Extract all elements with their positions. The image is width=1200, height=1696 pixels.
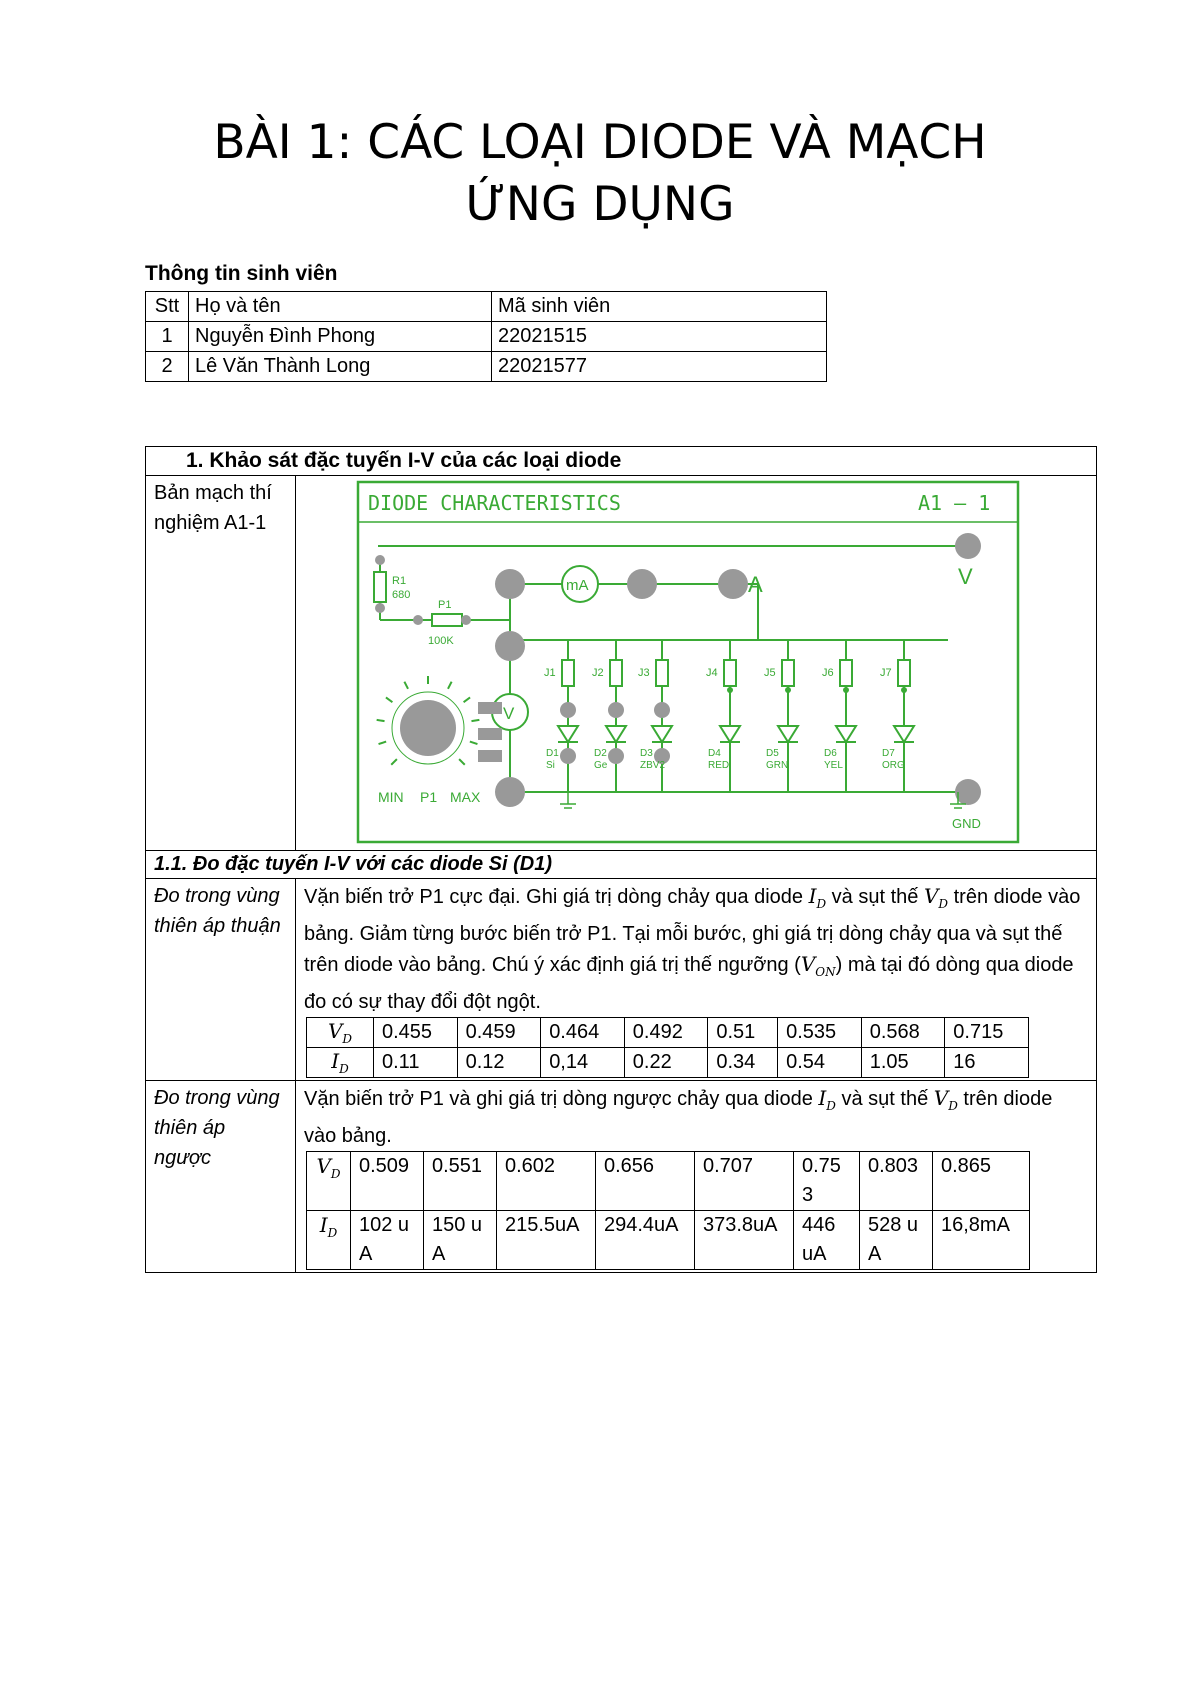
jumper-label: J2 bbox=[592, 667, 604, 679]
jumper-label: J1 bbox=[544, 667, 556, 679]
dial-tick bbox=[377, 720, 385, 721]
diode-type-label: GRN bbox=[766, 760, 789, 771]
diode-name-label: D6 bbox=[824, 748, 837, 759]
connection-pad bbox=[627, 569, 657, 599]
dial-tick bbox=[386, 697, 392, 702]
student-table bbox=[145, 291, 827, 382]
jumper-6 bbox=[840, 660, 852, 686]
dial-tick bbox=[470, 742, 478, 744]
row-stt: 1 bbox=[146, 322, 189, 352]
diode-name-label: D7 bbox=[882, 748, 895, 759]
voltmeter-label: V bbox=[503, 704, 515, 723]
diode-name-label: D3 bbox=[640, 748, 653, 759]
jumper-label: J5 bbox=[764, 667, 776, 679]
p1-dial-knob bbox=[400, 700, 456, 756]
diode-pad bbox=[608, 702, 624, 718]
ma-meter-label: mA bbox=[566, 577, 589, 594]
id-cell: 150 uA bbox=[424, 1211, 497, 1270]
header-student-id: Mã sinh viên bbox=[492, 292, 827, 322]
reverse-instructions: Vặn biến trở P1 và ghi giá trị dòng ngược chảy qua diode $I_D$ và sụt thế $V_D$ trên diode vào bảng. bbox=[304, 1086, 1053, 1147]
jumper-2 bbox=[610, 660, 622, 686]
meter-pad bbox=[478, 750, 502, 762]
dial-tick bbox=[379, 742, 387, 744]
id-cell: 215.5uA bbox=[497, 1211, 596, 1270]
id-cell: 0.12 bbox=[457, 1048, 541, 1078]
p1-value: 100K bbox=[428, 635, 454, 647]
jumper-4 bbox=[724, 660, 736, 686]
a-label: A bbox=[748, 572, 763, 597]
vd-row bbox=[307, 1018, 1029, 1048]
board-title: DIODE CHARACTERISTICS bbox=[368, 491, 621, 515]
meter-pad bbox=[478, 702, 502, 714]
vd-cell: 0.803 bbox=[860, 1152, 933, 1211]
v-top-label: V bbox=[958, 564, 973, 589]
table-row bbox=[146, 352, 827, 382]
diode-type-label: ZBV2 bbox=[640, 760, 666, 771]
connection-pad bbox=[495, 569, 525, 599]
id-cell: 0.11 bbox=[374, 1048, 458, 1078]
diode-name-label: D2 bbox=[594, 748, 607, 759]
header-name: Họ và tên bbox=[189, 292, 492, 322]
r1-resistor bbox=[374, 572, 386, 602]
r1-label: R1 bbox=[392, 575, 407, 587]
dial-tick bbox=[391, 759, 397, 765]
id-cell: 528 uA bbox=[860, 1211, 933, 1270]
diode-pad bbox=[654, 702, 670, 718]
diode-name-label: D1 bbox=[546, 748, 559, 759]
r1-value: 680 bbox=[392, 589, 411, 601]
diode-node bbox=[843, 687, 849, 693]
vd-cell: 0.551 bbox=[424, 1152, 497, 1211]
row-student-id: 22021515 bbox=[492, 322, 827, 352]
row-stt: 2 bbox=[146, 352, 189, 382]
board-code: A1 – 1 bbox=[918, 491, 991, 515]
symbol-id: $I_D$ bbox=[808, 884, 827, 911]
jumper-label: J6 bbox=[822, 667, 834, 679]
id-symbol: $I_D$ bbox=[307, 1048, 374, 1078]
symbol-vd: $V_D$ bbox=[933, 1086, 958, 1113]
table-row bbox=[146, 322, 827, 352]
vd-row bbox=[307, 1152, 1030, 1211]
dial-tick bbox=[471, 720, 479, 721]
dial-tick bbox=[448, 682, 452, 689]
p1-resistor bbox=[432, 614, 462, 626]
terminal-dot bbox=[461, 615, 471, 625]
vd-symbol: $V_D$ bbox=[307, 1018, 374, 1048]
id-cell: 0.34 bbox=[708, 1048, 778, 1078]
circuit-board-diagram bbox=[296, 480, 1096, 844]
vd-symbol: $V_D$ bbox=[307, 1152, 351, 1211]
student-info-heading: Thông tin sinh viên bbox=[145, 262, 338, 285]
id-symbol: $I_D$ bbox=[307, 1211, 351, 1270]
jumper-3 bbox=[656, 660, 668, 686]
diode-type-label: Ge bbox=[594, 760, 608, 771]
vd-cell: 0.707 bbox=[695, 1152, 794, 1211]
symbol-id: $I_D$ bbox=[818, 1086, 836, 1113]
diode-name-label: D4 bbox=[708, 748, 721, 759]
vd-cell: 0.509 bbox=[351, 1152, 424, 1211]
dial-tick bbox=[404, 682, 408, 689]
diode-node bbox=[785, 687, 791, 693]
diode-type-label: ORG bbox=[882, 760, 905, 771]
id-cell: 0.22 bbox=[624, 1048, 708, 1078]
vd-cell: 0.568 bbox=[861, 1018, 945, 1048]
v-terminal-pad bbox=[955, 533, 981, 559]
id-cell: 102 uA bbox=[351, 1211, 424, 1270]
dial-p1-label: P1 bbox=[420, 789, 438, 805]
diode-name-label: D5 bbox=[766, 748, 779, 759]
table-header-row bbox=[146, 292, 827, 322]
jumper-label: J7 bbox=[880, 667, 892, 679]
terminal-dot bbox=[375, 555, 385, 565]
document-title: BÀI 1: CÁC LOẠI DIODE VÀ MẠCH ỨNG DỤNG bbox=[213, 115, 987, 232]
board-cell bbox=[296, 476, 1097, 851]
id-cell: 446 uA bbox=[794, 1211, 860, 1270]
terminal-dot bbox=[375, 603, 385, 613]
connection-pad bbox=[718, 569, 748, 599]
ground-symbol bbox=[560, 792, 576, 808]
connection-pad bbox=[495, 631, 525, 661]
vd-cell: 0.656 bbox=[596, 1152, 695, 1211]
gnd-label: GND bbox=[952, 816, 981, 831]
p1-label: P1 bbox=[438, 599, 452, 611]
jumper-7 bbox=[898, 660, 910, 686]
board-frame bbox=[358, 482, 1018, 842]
id-cell: 16,8mA bbox=[933, 1211, 1030, 1270]
diode-pad bbox=[608, 748, 624, 764]
row-name: Nguyễn Đình Phong bbox=[189, 322, 492, 352]
vd-cell: 0.459 bbox=[457, 1018, 541, 1048]
diode-pad bbox=[560, 702, 576, 718]
experiment-table bbox=[145, 446, 1097, 1273]
id-cell: 373.8uA bbox=[695, 1211, 794, 1270]
gnd-terminal-pad bbox=[955, 779, 981, 805]
id-cell: 1.05 bbox=[861, 1048, 945, 1078]
id-cell: 294.4uA bbox=[596, 1211, 695, 1270]
forward-measurement-table bbox=[306, 1017, 1029, 1078]
diode-7-symbol bbox=[894, 726, 914, 742]
reverse-measurement-table bbox=[306, 1151, 1030, 1270]
terminal-dot bbox=[413, 615, 423, 625]
dial-tick bbox=[459, 759, 465, 765]
diode-node bbox=[901, 687, 907, 693]
forward-bias-label: Đo trong vùng thiên áp thuận bbox=[146, 879, 296, 1081]
dial-tick bbox=[464, 697, 470, 702]
connection-pad bbox=[495, 777, 525, 807]
diode-6-symbol bbox=[836, 726, 856, 742]
diode-3-symbol bbox=[652, 726, 672, 742]
id-row bbox=[307, 1048, 1029, 1078]
diode-5-symbol bbox=[778, 726, 798, 742]
section-1-1-heading: 1.1. Đo đặc tuyến I-V với các diode Si (D1) bbox=[146, 851, 1097, 879]
header-stt: Stt bbox=[146, 292, 189, 322]
meter-pad bbox=[478, 728, 502, 740]
jumper-5 bbox=[782, 660, 794, 686]
vd-cell: 0.865 bbox=[933, 1152, 1030, 1211]
diode-type-label: RED bbox=[708, 760, 730, 771]
diode-type-label: YEL bbox=[824, 760, 843, 771]
vd-cell: 0.464 bbox=[541, 1018, 625, 1048]
board-label: Bản mạch thí nghiệm A1-1 bbox=[146, 476, 296, 851]
row-name: Lê Văn Thành Long bbox=[189, 352, 492, 382]
diode-2-symbol bbox=[606, 726, 626, 742]
diode-pad bbox=[560, 748, 576, 764]
diode-1-symbol bbox=[558, 726, 578, 742]
jumper-1 bbox=[562, 660, 574, 686]
vd-cell: 0.535 bbox=[778, 1018, 862, 1048]
id-row bbox=[307, 1211, 1030, 1270]
reverse-bias-label: Đo trong vùng thiên áp ngược bbox=[146, 1081, 296, 1273]
jumper-label: J3 bbox=[638, 667, 650, 679]
vd-cell: 0.753 bbox=[794, 1152, 860, 1211]
section-1-heading: 1. Khảo sát đặc tuyến I-V của các loại diode bbox=[146, 447, 1097, 476]
jumper-label: J4 bbox=[706, 667, 718, 679]
symbol-vd: $V_D$ bbox=[923, 884, 949, 911]
id-cell: 16 bbox=[945, 1048, 1029, 1078]
diode-node bbox=[727, 687, 733, 693]
id-cell: 0.54 bbox=[778, 1048, 862, 1078]
id-cell: 0,14 bbox=[541, 1048, 625, 1078]
dial-max-label: MAX bbox=[450, 789, 481, 805]
diode-type-label: Si bbox=[546, 760, 555, 771]
vd-cell: 0.455 bbox=[374, 1018, 458, 1048]
dial-min-label: MIN bbox=[378, 789, 404, 805]
symbol-von: $V_{ON}$ bbox=[800, 952, 836, 979]
vd-cell: 0.602 bbox=[497, 1152, 596, 1211]
diode-4-symbol bbox=[720, 726, 740, 742]
vd-cell: 0.492 bbox=[624, 1018, 708, 1048]
vd-cell: 0.51 bbox=[708, 1018, 778, 1048]
row-student-id: 22021577 bbox=[492, 352, 827, 382]
vd-cell: 0.715 bbox=[945, 1018, 1029, 1048]
forward-instructions: Vặn biến trở P1 cực đại. Ghi giá trị dòng chảy qua diode $I_D$ và sụt thế $V_D$ trên diode vào bảng. Giảm từng bước biến trở P1. Tại mỗi bước, ghi giá trị dòng chảy qua và sụt thế trên diode vào bảng. Chú ý xác định giá trị thế ngưỡng $(V_{ON})$ mà tại đó dòng qua diode đo có sự thay đổi đột ngột. bbox=[304, 884, 1081, 1013]
